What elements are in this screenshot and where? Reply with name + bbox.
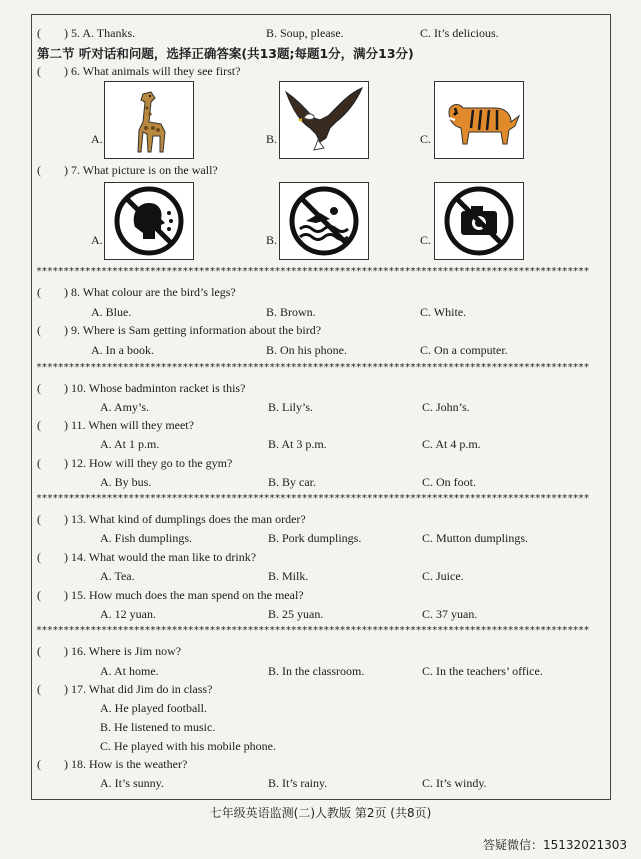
q6-label-a: A. — [91, 132, 103, 146]
q17-option-b: B. He listened to music. — [100, 720, 216, 734]
giraffe-picture[interactable] — [104, 81, 194, 159]
section-2-title: 第二节 听对话和问题，选择正确答案(共13题;每题1分，满分13分) — [37, 46, 414, 61]
q18-option-a: A. It’s sunny. — [100, 776, 164, 790]
tiger-picture[interactable] — [434, 81, 524, 159]
answer-paren[interactable]: ( — [37, 285, 41, 299]
answer-paren[interactable]: ( — [37, 682, 41, 696]
q11-option-b: B. At 3 p.m. — [268, 437, 327, 451]
q9-option-a: A. In a book. — [91, 343, 154, 357]
q13-option-c: C. Mutton dumplings. — [422, 531, 529, 545]
q5-option-a: ) 5. A. Thanks. — [64, 26, 136, 40]
q7-question: ) 7. What picture is on the wall? — [64, 163, 218, 177]
q17-option-c: C. He played with his mobile phone. — [100, 739, 276, 753]
q16-option-b: B. In the classroom. — [268, 664, 365, 678]
q15-option-a: A. 12 yuan. — [100, 607, 156, 621]
q11-option-a: A. At 1 p.m. — [100, 437, 160, 451]
answer-paren[interactable]: ( — [37, 418, 41, 432]
q13-option-b: B. Pork dumplings. — [268, 531, 362, 545]
q8-option-a: A. Blue. — [91, 305, 132, 319]
q8-option-b: B. Brown. — [266, 305, 316, 319]
q16-option-c: C. In the teachers’ office. — [422, 664, 543, 678]
divider-stars: ****************************************************************************************************** — [36, 626, 589, 636]
no-swimming-sign[interactable] — [279, 182, 369, 260]
q6-label-b: B. — [266, 132, 278, 146]
q16-option-a: A. At home. — [100, 664, 159, 678]
q9-option-c: C. On a computer. — [420, 343, 508, 357]
answer-paren[interactable]: ( — [37, 323, 41, 337]
answer-paren[interactable]: ( — [37, 644, 41, 658]
divider-stars: ****************************************************************************************************** — [36, 267, 589, 277]
page-footer: 七年级英语监测(二)人教版 第2页 (共8页) — [209, 806, 432, 820]
q12-option-c: C. On foot. — [422, 475, 476, 489]
divider-stars: ****************************************************************************************************** — [36, 363, 589, 373]
answer-paren[interactable]: ( — [37, 588, 41, 602]
q12-option-a: A. By bus. — [100, 475, 152, 489]
q10-option-c: C. John’s. — [422, 400, 470, 414]
q15-option-b: B. 25 yuan. — [268, 607, 324, 621]
q14-option-b: B. Milk. — [268, 569, 309, 583]
q18-question: ) 18. How is the weather? — [64, 757, 188, 771]
divider-stars: ****************************************************************************************************** — [36, 494, 589, 504]
answer-paren[interactable]: ( — [37, 26, 41, 40]
q17-option-a: A. He played football. — [100, 701, 207, 715]
contact-info: 答疑微信：15132021303 — [483, 838, 627, 852]
q8-option-c: C. White. — [420, 305, 467, 319]
q12-question: ) 12. How will they go to the gym? — [64, 456, 233, 470]
q9-option-b: B. On his phone. — [266, 343, 347, 357]
q15-option-c: C. 37 yuan. — [422, 607, 478, 621]
q15-question: ) 15. How much does the man spend on the meal? — [64, 588, 304, 602]
no-photos-sign[interactable] — [434, 182, 524, 260]
q12-option-b: B. By car. — [268, 475, 316, 489]
q14-question: ) 14. What would the man like to drink? — [64, 550, 257, 564]
eagle-picture[interactable] — [279, 81, 369, 159]
q10-question: ) 10. Whose badminton racket is this? — [64, 381, 246, 395]
q10-option-a: A. Amy’s. — [100, 400, 150, 414]
q5-option-c: C. It’s delicious. — [420, 26, 499, 40]
q11-question: ) 11. When will they meet? — [64, 418, 194, 432]
q10-option-b: B. Lily’s. — [268, 400, 314, 414]
answer-paren[interactable]: ( — [37, 163, 41, 177]
q16-question: ) 16. Where is Jim now? — [64, 644, 182, 658]
q7-label-b: B. — [266, 233, 278, 247]
q7-label-c: C. — [420, 233, 432, 247]
q13-option-a: A. Fish dumplings. — [100, 531, 193, 545]
q14-option-c: C. Juice. — [422, 569, 464, 583]
q11-option-c: C. At 4 p.m. — [422, 437, 481, 451]
no-loud-talking-sign[interactable] — [104, 182, 194, 260]
answer-paren[interactable]: ( — [37, 64, 41, 78]
q9-question: ) 9. Where is Sam getting information about the bird? — [64, 323, 322, 337]
q14-option-a: A. Tea. — [100, 569, 135, 583]
answer-paren[interactable]: ( — [37, 757, 41, 771]
q8-question: ) 8. What colour are the bird’s legs? — [64, 285, 236, 299]
q18-option-c: C. It’s windy. — [422, 776, 487, 790]
q6-label-c: C. — [420, 132, 432, 146]
q6-question: ) 6. What animals will they see first? — [64, 64, 241, 78]
q18-option-b: B. It’s rainy. — [268, 776, 328, 790]
q13-question: ) 13. What kind of dumplings does the man order? — [64, 512, 306, 526]
q17-question: ) 17. What did Jim do in class? — [64, 682, 213, 696]
answer-paren[interactable]: ( — [37, 381, 41, 395]
q5-option-b: B. Soup, please. — [266, 26, 344, 40]
answer-paren[interactable]: ( — [37, 456, 41, 470]
answer-paren[interactable]: ( — [37, 550, 41, 564]
answer-paren[interactable]: ( — [37, 512, 41, 526]
q7-label-a: A. — [91, 233, 103, 247]
